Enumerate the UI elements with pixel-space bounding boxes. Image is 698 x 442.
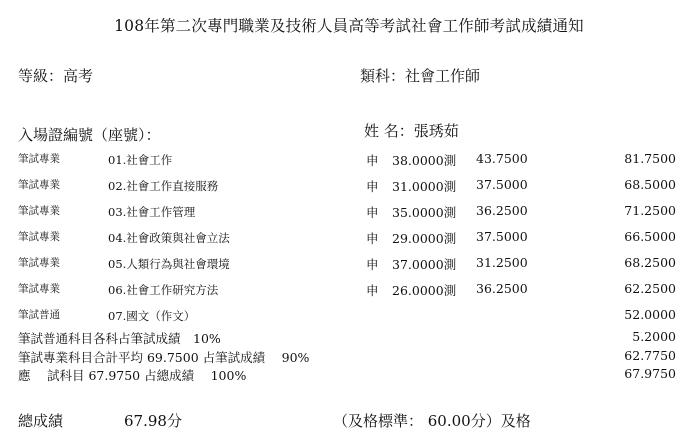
pass-status: （及格標準： 60.00分）及格 xyxy=(333,412,531,430)
subject-score: 68.5000 xyxy=(624,177,676,192)
grade-label: 等級：高考 xyxy=(18,67,94,85)
subject-name: 01.社會工作 xyxy=(108,153,173,167)
subject-category: 筆試專業 xyxy=(18,153,60,165)
test-score: 37.5000 xyxy=(476,229,528,244)
subject-category: 筆試專業 xyxy=(18,283,60,295)
essay-score: 35.0000測 xyxy=(392,205,457,220)
subject-category: 筆試普通 xyxy=(18,309,60,321)
subject-score: 66.5000 xyxy=(624,229,676,244)
application-mark: 申 xyxy=(366,153,379,168)
application-mark: 申 xyxy=(366,257,379,272)
subject-name: 06.社會工作研究方法 xyxy=(108,283,219,297)
subject-name: 07.國文（作文） xyxy=(108,309,196,323)
application-mark: 申 xyxy=(366,283,379,298)
subject-category: 筆試專業 xyxy=(18,231,60,243)
general-subject-weight: 筆試普通科目各科占筆試成績 10% xyxy=(18,331,221,346)
application-mark: 申 xyxy=(366,231,379,246)
subject-category: 筆試專業 xyxy=(18,257,60,269)
exam-subject-total: 應 試科目 67.9750 占總成績 100% xyxy=(18,368,247,383)
subject-category: 筆試專業 xyxy=(18,205,60,217)
essay-score: 26.0000測 xyxy=(392,283,457,298)
subject-category: 筆試專業 xyxy=(18,179,60,191)
subject-name: 05.人類行為與社會環境 xyxy=(108,257,230,271)
test-score: 36.2500 xyxy=(476,281,528,296)
essay-score: 38.0000測 xyxy=(392,153,457,168)
professional-subject-average: 筆試專業科目合計平均 69.7500 占筆試成績 90% xyxy=(18,350,310,365)
page-title: 108年第二次專門職業及技術人員高等考試社會工作師考試成績通知 xyxy=(114,17,584,35)
application-mark: 申 xyxy=(366,179,379,194)
test-score: 36.2500 xyxy=(476,203,528,218)
test-score: 31.2500 xyxy=(476,255,528,270)
candidate-name: 姓 名：張琇茹 xyxy=(364,122,459,140)
professional-subject-weighted-score: 62.7750 xyxy=(624,348,676,363)
subject-name: 04.社會政策與社會立法 xyxy=(108,231,230,245)
subject-name: 02.社會工作直接服務 xyxy=(108,179,219,193)
application-mark: 申 xyxy=(366,205,379,220)
subject-score: 52.0000 xyxy=(624,307,676,322)
test-score: 37.5000 xyxy=(476,177,528,192)
subject-score: 68.2500 xyxy=(624,255,676,270)
category-label: 類科：社會工作師 xyxy=(360,67,481,85)
exam-subject-total-score: 67.9750 xyxy=(624,366,676,381)
essay-score: 31.0000測 xyxy=(392,179,457,194)
subject-score: 62.2500 xyxy=(624,281,676,296)
total-score-value: 67.98分 xyxy=(124,412,182,430)
subject-name: 03.社會工作管理 xyxy=(108,205,196,219)
subject-score: 81.7500 xyxy=(624,151,676,166)
general-subject-weighted-score: 5.2000 xyxy=(632,329,676,344)
total-score-label: 總成績 xyxy=(18,412,64,430)
subject-score: 71.2500 xyxy=(624,203,676,218)
essay-score: 29.0000測 xyxy=(392,231,457,246)
essay-score: 37.0000測 xyxy=(392,257,457,272)
admission-number-label: 入場證編號（座號）： xyxy=(18,126,161,144)
test-score: 43.7500 xyxy=(476,151,528,166)
